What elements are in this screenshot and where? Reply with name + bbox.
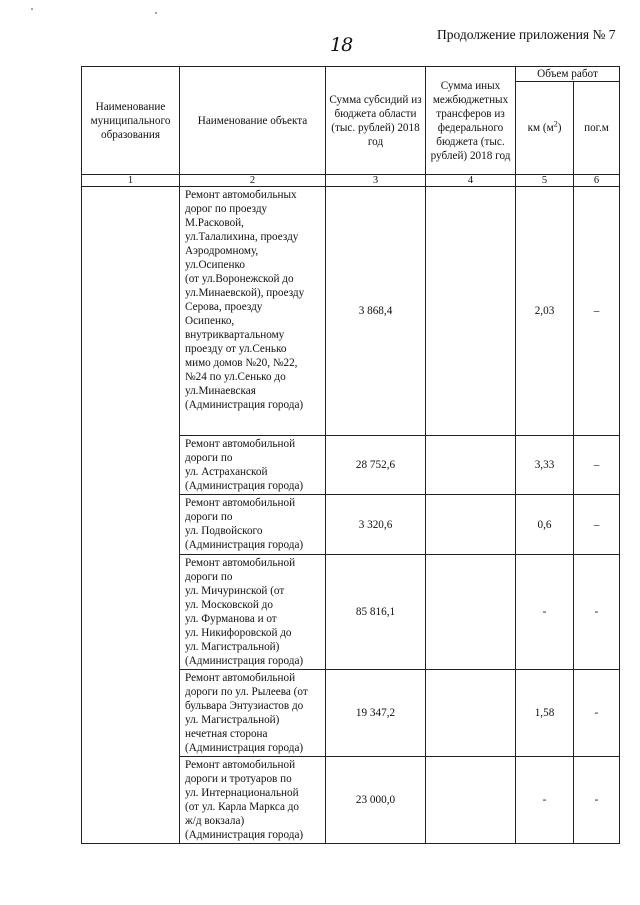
object-name: Ремонт автомобильной дороги по ул. Рылеева (от бульвара Энтузиастов до ул. Магистральной) нечетная сторона (Администрация города) <box>180 670 326 757</box>
header-km <box>516 82 574 175</box>
km-value: 1,58 <box>516 670 574 757</box>
column-number: 3 <box>326 175 426 187</box>
subsidy-value: 19 347,2 <box>326 670 426 757</box>
header-object: Наименование объекта <box>180 67 326 175</box>
pog-value: – <box>574 187 620 436</box>
pog-value: - <box>574 670 620 757</box>
object-name: Ремонт автомобильной дороги по ул. Астраханской (Администрация города) <box>180 436 326 495</box>
subsidy-table <box>81 66 620 844</box>
column-number: 5 <box>516 175 574 187</box>
subsidy-value: 3 868,4 <box>326 187 426 436</box>
header-km-label: км (м <box>527 122 554 134</box>
header-municipality: Наименование муниципального образования <box>82 67 180 175</box>
header-km-sup: 2 <box>553 119 558 129</box>
km-value: - <box>516 757 574 844</box>
column-number: 1 <box>82 175 180 187</box>
header-federal: Сумма иных межбюджетных трансферов из федерального бюджета (тыс. рублей) 2018 год <box>426 67 516 175</box>
column-number: 6 <box>574 175 620 187</box>
column-number: 2 <box>180 175 326 187</box>
handwritten-page-number: 18 <box>330 34 353 56</box>
km-value: - <box>516 555 574 670</box>
federal-value <box>426 187 516 436</box>
object-name: Ремонт автомобильной дороги и тротуаров по ул. Интернациональной (от ул. Карла Маркса до ж/д вокзала) (Администрация города) <box>180 757 326 844</box>
header-pog: пог.м <box>574 82 620 175</box>
pog-value: - <box>574 555 620 670</box>
header-subsidy: Сумма субсидий из бюджета области (тыс. рублей) 2018 год <box>326 67 426 175</box>
column-number-row <box>82 175 620 187</box>
subsidy-value: 28 752,6 <box>326 436 426 495</box>
header-volume-group: Объем работ <box>516 67 620 82</box>
municipality-cell <box>82 187 180 844</box>
pog-value: - <box>574 757 620 844</box>
federal-value <box>426 670 516 757</box>
subsidy-value: 23 000,0 <box>326 757 426 844</box>
km-value: 3,33 <box>516 436 574 495</box>
table-row <box>82 187 620 436</box>
pog-value: – <box>574 436 620 495</box>
federal-value <box>426 436 516 495</box>
pog-value: – <box>574 495 620 555</box>
km-value: 0,6 <box>516 495 574 555</box>
scan-speck <box>31 8 33 10</box>
federal-value <box>426 555 516 670</box>
subsidy-value: 3 320,6 <box>326 495 426 555</box>
column-number: 4 <box>426 175 516 187</box>
federal-value <box>426 495 516 555</box>
header-km-close: ) <box>557 122 562 134</box>
subsidy-value: 85 816,1 <box>326 555 426 670</box>
object-name: Ремонт автомобильной дороги по ул. Подвойского (Администрация города) <box>180 495 326 555</box>
object-name: Ремонт автомобильных дорог по проезду М.Расковой, ул.Талалихина, проезду Аэродромному, ул.Осипенко (от ул.Воронежской до ул.Минаевской), проезду Серова, проезду Осипенко, внутриквартальному проезду от ул.Сенько мимо домов №20, №22, №24 по ул.Сенько до ул.Минаевская (Администрация города) <box>180 187 326 436</box>
continuation-title: Продолжение приложения № 7 <box>437 27 616 42</box>
km-value: 2,03 <box>516 187 574 436</box>
federal-value <box>426 757 516 844</box>
object-name: Ремонт автомобильной дороги по ул. Мичуринской (от ул. Московской до ул. Фурманова и от ул. Никифоровской до ул. Магистральной) (Администрация города) <box>180 555 326 670</box>
scan-speck <box>155 12 157 14</box>
